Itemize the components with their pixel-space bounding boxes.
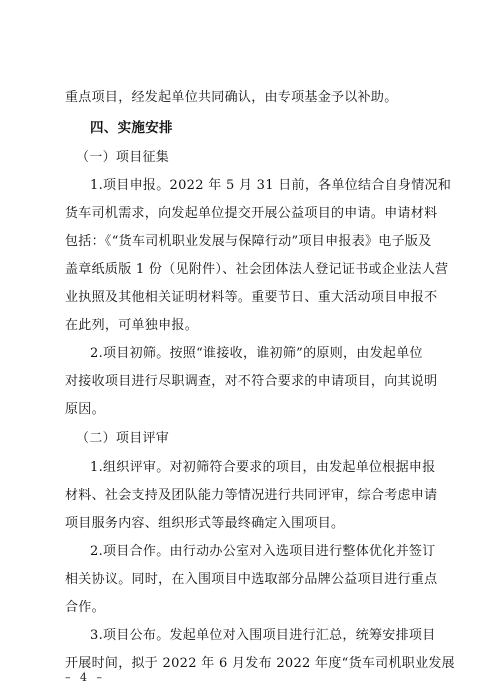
text-line: 3.项目公布。发起单位对入围项目进行汇总，统筹安排项目 — [90, 628, 436, 643]
subsection-heading: （二）项目评审 — [76, 431, 170, 446]
text-line: 盖章纸质版 1 份（见附件）、社会团体法人登记证书或企业法人营 — [65, 262, 449, 277]
text-line: 货车司机需求，向发起单位提交开展公益项目的申请。申请材料 — [65, 206, 438, 221]
text-line: 原因。 — [65, 402, 105, 417]
section-heading: 四、实施安排 — [90, 120, 173, 136]
text-line: 项目服务内容、组织形式等最终确定入围项目。 — [65, 516, 345, 531]
text-line: 材料、社会支持及团队能力等情况进行共同评审，综合考虑申请 — [65, 488, 438, 503]
text-line: 1.组织评审。对初筛符合要求的项目，由发起单位根据申报 — [90, 460, 436, 475]
text-line: 合作。 — [65, 600, 105, 615]
text-line: 1.项目申报。2022 年 5 月 31 日前，各单位结合自身情况和 — [90, 178, 452, 193]
text-line: 2.项目合作。由行动办公室对入选项目进行整体优化并签订 — [90, 544, 436, 559]
text-line: 2.项目初筛。按照“谁接收，谁初筛”的原则，由发起单位 — [90, 346, 423, 361]
text-line: 包括：《“货车司机职业发展与保障行动”项目申报表》电子版及 — [65, 234, 432, 249]
page-number: – 4 – — [65, 671, 105, 684]
text-line: 在此列，可单独申报。 — [65, 318, 199, 333]
text-line: 重点项目，经发起单位共同确认，由专项基金予以补助。 — [65, 90, 398, 105]
text-line: 相关协议。同时，在入围项目中选取部分品牌公益项目进行重点 — [65, 572, 438, 587]
text-line: 业执照及其他相关证明材料等。重要节日、重大活动项目申报不 — [65, 290, 438, 305]
text-line: 开展时间，拟于 2022 年 6 月发布 2022 年度“货车司机职业发展 — [65, 656, 455, 671]
subsection-heading: （一）项目征集 — [76, 150, 170, 165]
text-line: 对接收项目进行尽职调查，对不符合要求的申请项目，向其说明 — [65, 374, 438, 389]
